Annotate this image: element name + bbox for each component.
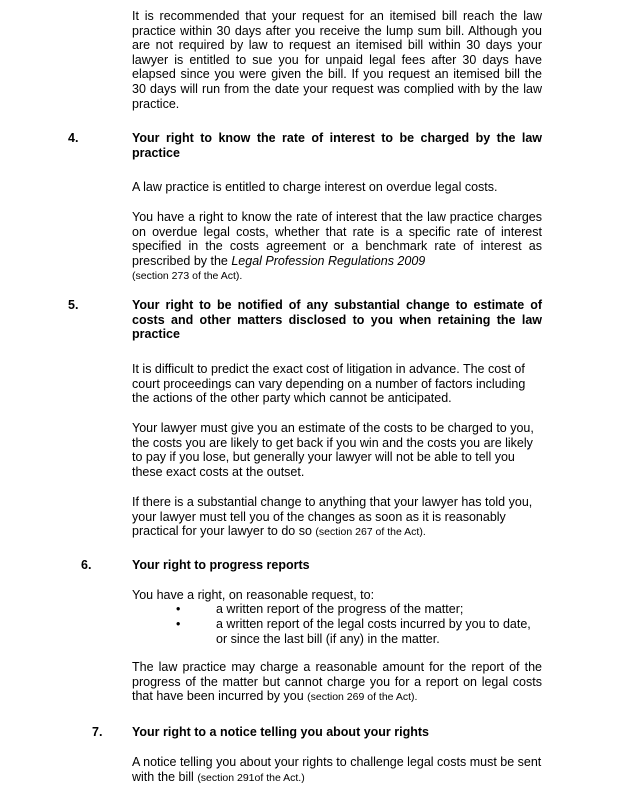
section-7-para-1 bbox=[132, 755, 542, 785]
section-6-heading: Your right to progress reports bbox=[132, 558, 310, 572]
section-5-para-1: It is difficult to predict the exact cost of litigation in advance. The cost of court proceedings can vary depending on a number of factors including the actions of the other party which cannot be anticipated. bbox=[132, 362, 526, 406]
section-4-para-2 bbox=[132, 210, 542, 284]
section-4-heading: Your right to know the rate of interest to be charged by the law practice bbox=[132, 131, 542, 160]
section-6-number: 6. bbox=[81, 558, 92, 572]
section-6-para-2-text: The law practice may charge a reasonable amount for the report of the progress of the matter but cannot charge you for a report on legal costs that have been incurred by you bbox=[132, 660, 542, 704]
section-6-reference: (section 269 of the Act). bbox=[307, 691, 418, 704]
section-5-para-3 bbox=[132, 495, 542, 540]
section-4-number: 4. bbox=[68, 131, 79, 145]
section-7-number: 7. bbox=[92, 725, 103, 739]
bullet-marker: • bbox=[176, 617, 181, 631]
section-5-heading: Your right to be notified of any substantial change to estimate of costs and other matters disclosed to you when retaining the law practice bbox=[132, 298, 542, 342]
section-7-para-1-text: A notice telling you about your rights to challenge legal costs must be sent with the bill bbox=[132, 755, 542, 784]
section-7-heading: Your right to a notice telling you about your rights bbox=[132, 725, 429, 739]
intro-paragraph: It is recommended that your request for an itemised bill reach the law practice within 30 days after you receive the lump sum bill. Although you are not required by law to request an itemised bill within 30 days your lawyer is entitled to sue you for unpaid legal fees after 30 days have elapsed since you were given the bill. If you request an itemised bill the 30 days will run from the date your request was complied with by the law practice. bbox=[132, 9, 542, 111]
section-5-para-2: Your lawyer must give you an estimate of the costs to be charged to you, the costs you are likely to get back if you win and the costs you are likely to pay if you lose, but generally your lawyer will not be able to tell you these exact costs at the outset. bbox=[132, 421, 534, 479]
section-6-intro: You have a right, on reasonable request, to: bbox=[132, 588, 375, 602]
bullet-item: a written report of the progress of the matter; bbox=[216, 602, 464, 616]
bullet-marker: • bbox=[176, 602, 181, 616]
section-7-reference: (section 291of the Act.) bbox=[197, 771, 305, 784]
section-4-para-1: A law practice is entitled to charge interest on overdue legal costs. bbox=[132, 180, 498, 194]
section-5-para-3-text: If there is a substantial change to anything that your lawyer has told you, your lawyer must tell you of the changes as soon as it is reasonably practical for your lawyer to do so bbox=[132, 495, 533, 539]
section-6-para-2 bbox=[132, 660, 542, 705]
section-4-reference: (section 273 of the Act). bbox=[132, 270, 243, 283]
bullet-item: a written report of the legal costs incurred by you to date, or since the last bill (if any) in the matter. bbox=[216, 617, 531, 646]
section-5-reference: (section 267 of the Act). bbox=[315, 526, 426, 539]
section-4-para-2-text: You have a right to know the rate of interest that the law practice charges on overdue legal costs, whether that rate is a specific rate of interest specified in the costs agreement or a benchmark rate of interest as prescribed by the bbox=[132, 210, 542, 268]
regulations-title: Legal Profession Regulations 2009 bbox=[231, 253, 426, 268]
section-5-number: 5. bbox=[68, 298, 79, 312]
